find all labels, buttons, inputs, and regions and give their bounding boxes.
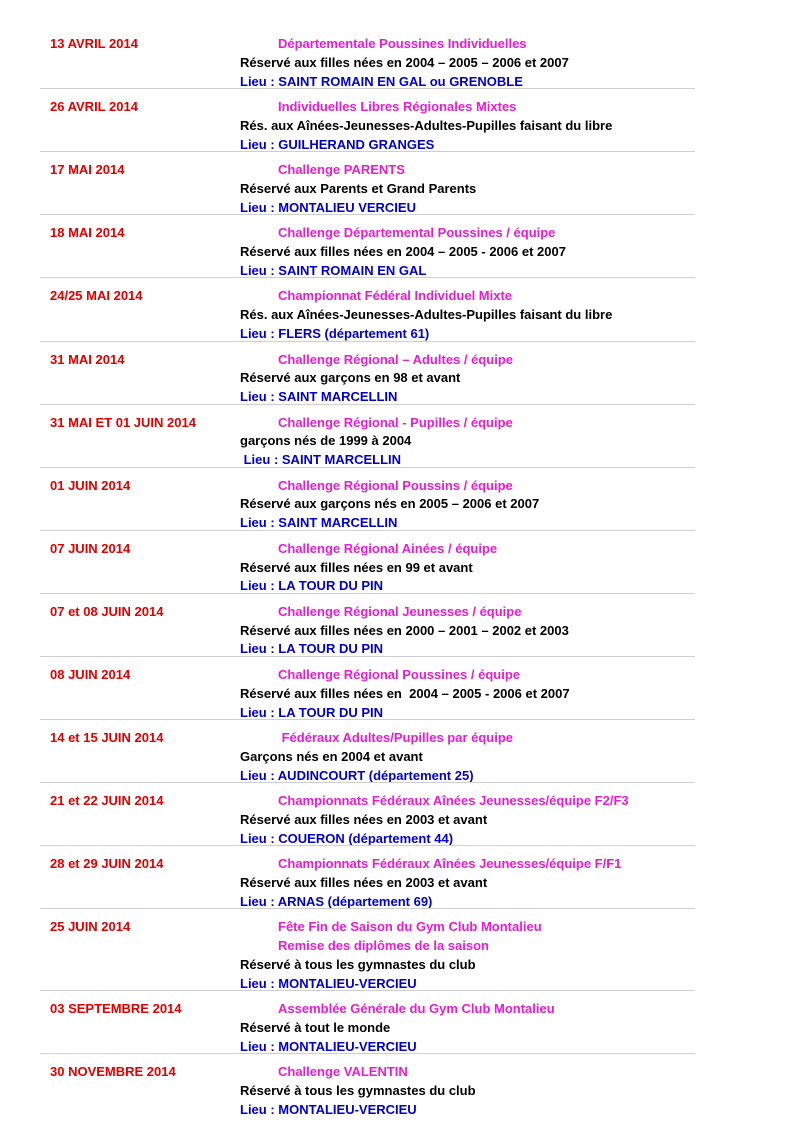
- event-eligibility: Réservé aux filles nées en 2004 – 2005 - 2006 et 2007: [240, 685, 570, 701]
- event-title: Challenge PARENTS: [278, 162, 405, 178]
- event-location: Lieu : MONTALIEU-VERCIEU: [240, 975, 417, 991]
- event-location: Lieu : COUERON (département 44): [240, 830, 454, 846]
- event-location: Lieu : MONTALIEU-VERCIEU: [240, 1038, 417, 1054]
- event-date: 21 et 22 JUIN 2014: [50, 793, 164, 809]
- event-title: Challenge Régional Ainées / équipe: [278, 540, 498, 556]
- event-date: 18 MAI 2014: [50, 225, 125, 241]
- event-eligibility: Garçons nés en 2004 et avant: [240, 748, 423, 764]
- event-location: Lieu : LA TOUR DU PIN: [240, 641, 383, 657]
- event-date: 08 JUIN 2014: [50, 667, 131, 682]
- event-title: Départementale Poussines Individuelles: [278, 36, 527, 51]
- event-date: 13 AVRIL 2014: [50, 36, 138, 51]
- event-date: 24/25 MAI 2014: [50, 288, 143, 304]
- event-location: Lieu : ARNAS (département 69): [240, 893, 433, 909]
- event-title: Championnats Fédéraux Aînées Jeunesses/équipe F2/F3: [278, 793, 629, 809]
- event-eligibility: Réservé à tous les gymnastes du club: [240, 956, 476, 972]
- event-eligibility: Réservé aux filles nées en 2003 et avant: [240, 875, 488, 891]
- event-location: Lieu : MONTALIEU VERCIEU: [240, 199, 416, 215]
- event-title: Remise des diplômes de la saison: [278, 938, 489, 954]
- event-location: Lieu : GUILHERAND GRANGES: [240, 136, 435, 152]
- event-date: 30 NOVEMBRE 2014: [50, 1064, 176, 1080]
- event-location: Lieu : SAINT ROMAIN EN GAL: [240, 262, 427, 278]
- event-eligibility: Réservé à tous les gymnastes du club: [240, 1083, 476, 1099]
- event-date: 14 et 15 JUIN 2014: [50, 730, 164, 746]
- event-date: 01 JUIN 2014: [50, 477, 131, 493]
- event-location: Lieu : SAINT MARCELLIN: [240, 515, 398, 531]
- event-title: Challenge Régional Jeunesses / équipe: [278, 603, 522, 619]
- event-date: 31 MAI 2014: [50, 351, 125, 367]
- event-date: 07 et 08 JUIN 2014: [50, 603, 164, 619]
- event-eligibility: Réservé aux garçons nés en 2005 – 2006 et 2007: [240, 496, 540, 512]
- event-title: Challenge VALENTIN: [278, 1064, 408, 1080]
- event-eligibility: Réservé aux filles nées en 2003 et avant: [240, 811, 488, 827]
- event-location: Lieu : MONTALIEU-VERCIEU: [240, 1101, 417, 1117]
- event-location: Lieu : SAINT MARCELLIN: [240, 452, 402, 468]
- event-eligibility: garçons nés de 1999 à 2004: [240, 433, 412, 449]
- event-eligibility: Réservé aux Parents et Grand Parents: [240, 180, 477, 196]
- event-title: Championnat Fédéral Individuel Mixte: [278, 288, 513, 304]
- event-eligibility: Réservé aux filles nées en 2004 – 2005 - 2006 et 2007: [240, 244, 566, 260]
- event-title: Challenge Régional - Pupilles / équipe: [278, 414, 513, 430]
- event-location: Lieu : AUDINCOURT (département 25): [240, 767, 474, 783]
- event-location: Lieu : LA TOUR DU PIN: [240, 704, 383, 720]
- event-date: 31 MAI ET 01 JUIN 2014: [50, 414, 196, 430]
- event-eligibility: Réservé à tout le monde: [240, 1020, 391, 1036]
- event-eligibility: Réservé aux filles nées en 99 et avant: [240, 559, 473, 575]
- event-title: Challenge Départemental Poussines / équipe: [278, 225, 556, 241]
- event-date: 25 JUIN 2014: [50, 919, 131, 935]
- event-date: 03 SEPTEMBRE 2014: [50, 1001, 182, 1017]
- event-date: 17 MAI 2014: [50, 162, 125, 178]
- event-title: Challenge Régional Poussines / équipe: [278, 667, 520, 682]
- event-location: Lieu : SAINT ROMAIN EN GAL ou GRENOBLE: [240, 73, 523, 89]
- event-date: 28 et 29 JUIN 2014: [50, 856, 164, 872]
- event-eligibility: Rés. aux Aînées-Jeunesses-Adultes-Pupilles faisant du libre: [240, 117, 613, 133]
- event-eligibility: Réservé aux filles nées en 2004 – 2005 – 2006 et 2007: [240, 54, 569, 70]
- event-eligibility: Réservé aux garçons en 98 et avant: [240, 370, 461, 386]
- event-location: Lieu : LA TOUR DU PIN: [240, 578, 383, 594]
- event-title: Assemblée Générale du Gym Club Montalieu: [278, 1001, 555, 1017]
- event-title: Individuelles Libres Régionales Mixtes: [278, 99, 517, 115]
- event-eligibility: Réservé aux filles nées en 2000 – 2001 – 2002 et 2003: [240, 622, 569, 638]
- event-title: Challenge Régional Poussins / équipe: [278, 477, 513, 493]
- event-eligibility: Rés. aux Aînées-Jeunesses-Adultes-Pupilles faisant du libre: [240, 307, 613, 323]
- event-title: Fédéraux Adultes/Pupilles par équipe: [278, 730, 514, 746]
- event-title: Fête Fin de Saison du Gym Club Montalieu: [278, 919, 542, 935]
- event-title: Challenge Régional – Adultes / équipe: [278, 351, 514, 367]
- event-date: 07 JUIN 2014: [50, 540, 131, 556]
- event-location: Lieu : FLERS (département 61): [240, 325, 430, 341]
- event-date: 26 AVRIL 2014: [50, 99, 138, 115]
- event-title: Championnats Fédéraux Aînées Jeunesses/équipe F/F1: [278, 856, 622, 872]
- event-location: Lieu : SAINT MARCELLIN: [240, 389, 398, 405]
